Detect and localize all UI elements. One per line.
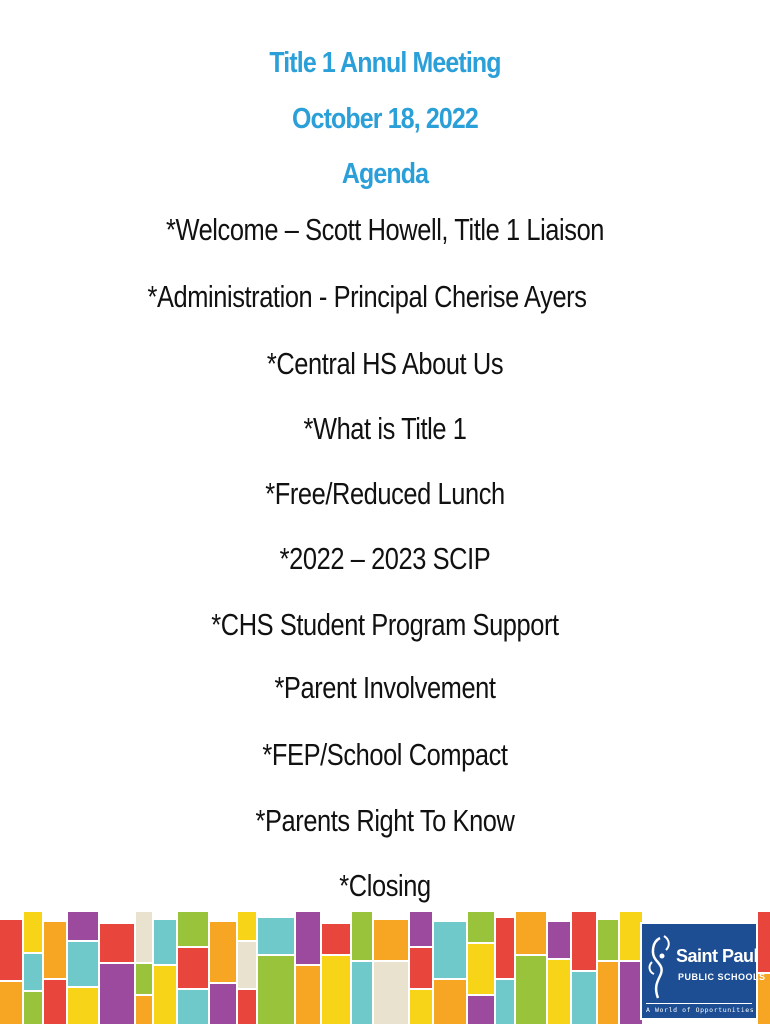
mosaic-tile [598, 920, 618, 960]
agenda-heading: Agenda [341, 158, 429, 190]
mosaic-tile [352, 962, 372, 1024]
mosaic-tile [434, 980, 466, 1024]
mosaic-tile [572, 972, 596, 1024]
mosaic-tile [572, 912, 596, 970]
mosaic-tile [136, 912, 152, 962]
mosaic-tile [210, 984, 236, 1024]
mosaic-tile [468, 996, 494, 1024]
mosaic-tile [548, 960, 570, 1024]
mosaic-tile [620, 912, 642, 960]
mosaic-tile [374, 920, 408, 960]
agenda-item: *Administration - Principal Cherise Ayers [147, 279, 587, 314]
mosaic-tile [496, 980, 514, 1024]
logo-subtitle: PUBLIC SCHOOLS [678, 972, 766, 982]
mosaic-tile [178, 948, 208, 988]
mosaic-tile [410, 948, 432, 988]
mosaic-tile [238, 990, 256, 1024]
mosaic-tile [758, 912, 770, 972]
meeting-date: October 18, 2022 [292, 103, 478, 135]
agenda-item: *CHS Student Program Support [211, 607, 559, 642]
mosaic-tile [322, 924, 350, 954]
mosaic-tile [410, 990, 432, 1024]
agenda-item: *Parents Right To Know [255, 803, 515, 838]
mosaic-tile [178, 990, 208, 1024]
mosaic-tile [548, 922, 570, 958]
mosaic-tile [100, 924, 134, 962]
agenda-item: *FEP/School Compact [262, 737, 508, 772]
mosaic-tile [210, 922, 236, 982]
logo-tagline: A World of Opportunities [646, 1003, 752, 1014]
mosaic-tile [68, 912, 98, 940]
mosaic-tile [0, 982, 22, 1024]
mosaic-tile [374, 962, 408, 1024]
saint-paul-public-schools-logo [640, 922, 766, 1020]
agenda-item: *Free/Reduced Lunch [265, 476, 505, 511]
agenda-item: *What is Title 1 [303, 411, 467, 446]
mosaic-tile [238, 942, 256, 988]
mosaic-tile [24, 992, 42, 1024]
mosaic-tile [296, 912, 320, 964]
mosaic-tile [410, 912, 432, 946]
agenda-item: *Parent Involvement [274, 670, 496, 705]
mosaic-tile [24, 912, 42, 952]
mosaic-tile [68, 942, 98, 986]
mosaic-tile [516, 912, 546, 954]
mosaic-tile [154, 966, 176, 1024]
mosaic-tile [352, 912, 372, 960]
agenda-item: *2022 – 2023 SCIP [279, 541, 491, 576]
mosaic-tile [322, 956, 350, 1024]
mosaic-tile [620, 962, 642, 1024]
mosaic-tile [496, 918, 514, 978]
mosaic-tile [258, 956, 294, 1024]
mosaic-tile [68, 988, 98, 1024]
mosaic-tile [44, 922, 66, 978]
mosaic-tile [434, 922, 466, 978]
agenda-item: *Welcome – Scott Howell, Title 1 Liaison [165, 212, 605, 247]
mosaic-tile [258, 918, 294, 954]
logo-name: Saint Paul [676, 946, 759, 966]
mosaic-tile [238, 912, 256, 940]
mosaic-tile [516, 956, 546, 1024]
mosaic-tile [44, 980, 66, 1024]
logo-figure-icon [646, 932, 674, 1006]
mosaic-tile [154, 920, 176, 964]
agenda-item: *Central HS About Us [266, 346, 504, 381]
mosaic-tile [136, 964, 152, 994]
mosaic-tile [100, 964, 134, 1024]
mosaic-tile [136, 996, 152, 1024]
mosaic-tile [598, 962, 618, 1024]
agenda-item: *Closing [339, 868, 431, 903]
mosaic-tile [178, 912, 208, 946]
meeting-title: Title 1 Annul Meeting [269, 47, 501, 79]
mosaic-tile [468, 944, 494, 994]
mosaic-tile [24, 954, 42, 990]
mosaic-tile [468, 912, 494, 942]
mosaic-tile [296, 966, 320, 1024]
mosaic-tile [0, 920, 22, 980]
